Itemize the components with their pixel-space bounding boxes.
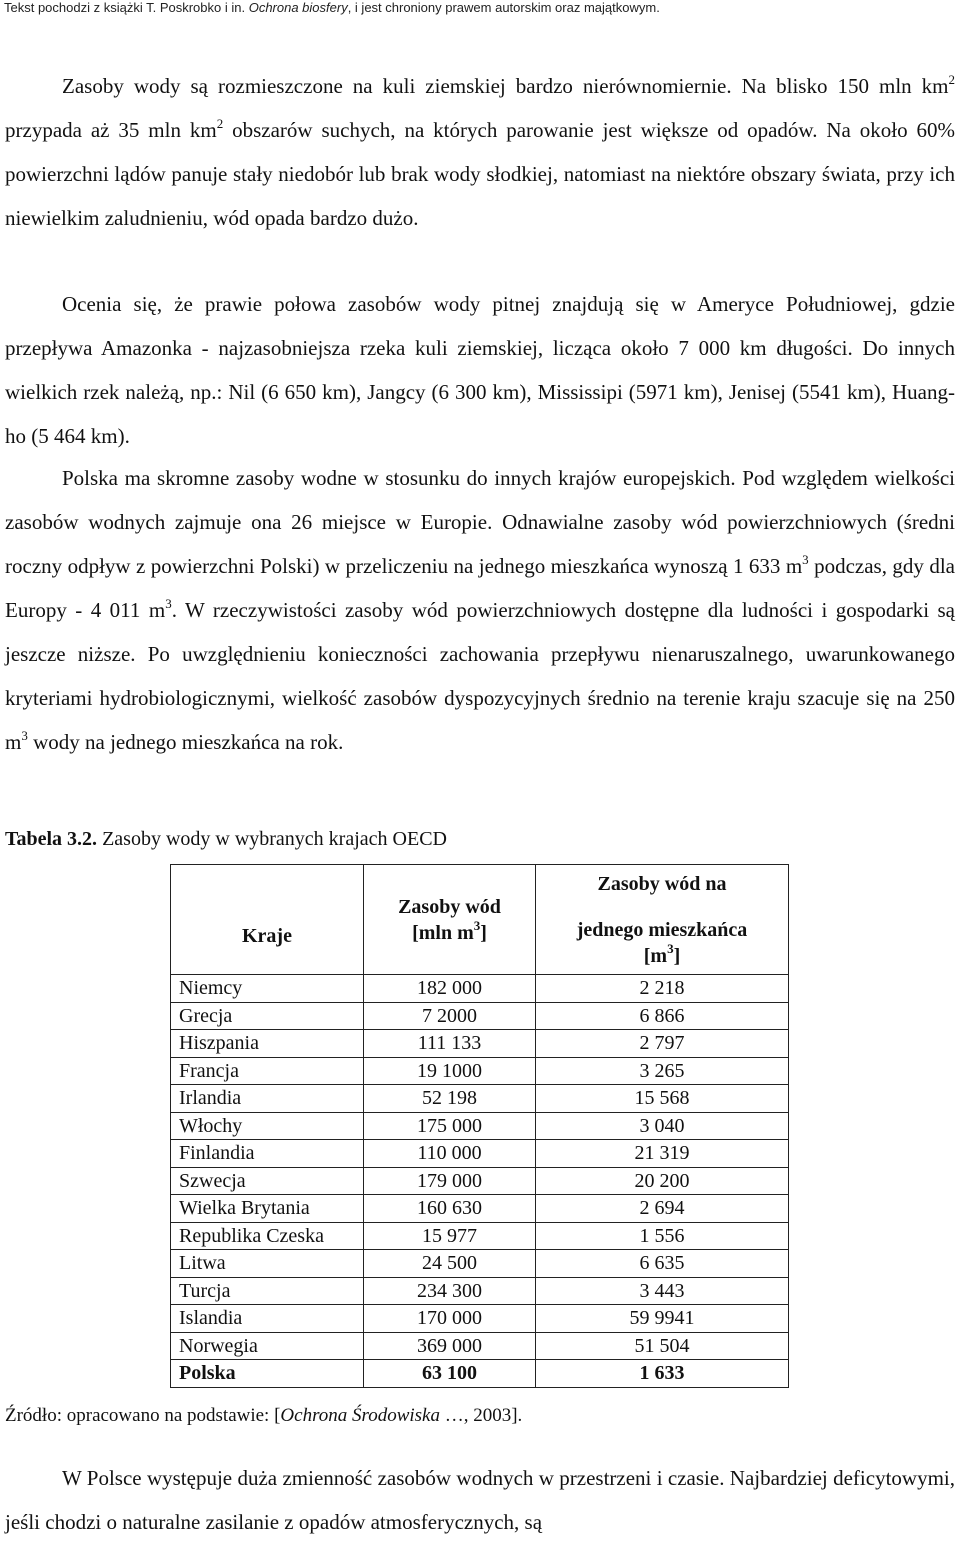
header-suffix: , i jest chroniony prawem autorskim oraz majątkowym. — [347, 0, 660, 15]
table-row — [171, 1305, 789, 1333]
cell-per-capita: 2 797 — [536, 1030, 789, 1058]
cell-per-capita: 1 633 — [536, 1360, 789, 1388]
water-resources-table — [170, 864, 789, 1388]
p3-text-b: podczas, gdy dla Europy - 4 011 m — [5, 554, 955, 622]
table-source-note — [5, 1404, 522, 1428]
cell-country: Turcja — [171, 1277, 364, 1305]
p1-superscript-2: 2 — [216, 116, 224, 131]
cell-resources: 175 000 — [364, 1112, 536, 1140]
table-row — [171, 1250, 789, 1278]
p3-text-a: Polska ma skromne zasoby wodne w stosunku do innych krajów europejskich. Pod względem wielkości zasobów wodnych zajmuje ona 26 miejsce w Europie. Odnawialne zasoby wód powierzchniowych (średni roczny odpływ z powierzchni Polski) w przeliczeniu na jednego mieszkańca wynoszą 1 633 m — [5, 466, 955, 578]
cell-country: Finlandia — [171, 1140, 364, 1168]
p3-text-d: wody na jednego mieszkańca na rok. — [27, 730, 344, 754]
cell-per-capita: 59 9941 — [536, 1305, 789, 1333]
source-suffix: …, 2003]. — [439, 1405, 523, 1426]
cell-resources: 182 000 — [364, 975, 536, 1003]
table-row — [171, 1112, 789, 1140]
cell-per-capita: 3 265 — [536, 1057, 789, 1085]
cell-country: Włochy — [171, 1112, 364, 1140]
cell-country: Polska — [171, 1360, 364, 1388]
p1-superscript-1: 2 — [948, 72, 955, 87]
table-row — [171, 1030, 789, 1058]
cell-country: Republika Czeska — [171, 1222, 364, 1250]
cell-per-capita: 3 443 — [536, 1277, 789, 1305]
p1-text-b: przypada aż 35 mln km — [5, 118, 217, 142]
cell-per-capita: 6 866 — [536, 1002, 789, 1030]
cell-resources: 170 000 — [364, 1305, 536, 1333]
table-header-row — [171, 865, 789, 975]
table-row — [171, 1140, 789, 1168]
cell-per-capita: 2 694 — [536, 1195, 789, 1223]
cell-per-capita: 20 200 — [536, 1167, 789, 1195]
cell-country: Islandia — [171, 1305, 364, 1333]
page-header-notice — [0, 0, 960, 16]
col3-line3: [m — [643, 944, 668, 967]
cell-resources: 63 100 — [364, 1360, 536, 1388]
cell-country: Grecja — [171, 1002, 364, 1030]
cell-per-capita: 6 635 — [536, 1250, 789, 1278]
p3-text-c: . W rzeczywistości zasoby wód powierzchniowych dostępne dla ludności i gospodarki są jeszcze niższe. Po uwzględnieniu konieczności zachowania przepływu nienaruszalnego, uwarunkowanego kryteriami hydrobiologicznymi, wielkość zasobów dyspozycyjnych średnio na terenie kraju szacuje się na 250 m — [5, 598, 956, 754]
cell-country: Litwa — [171, 1250, 364, 1278]
table-row — [171, 1002, 789, 1030]
cell-country: Wielka Brytania — [171, 1195, 364, 1223]
paragraph-variability: W Polsce występuje duża zmienność zasobów wodnych w przestrzeni i czasie. Najbardziej deficytowymi, jeśli chodzi o naturalne zasilanie z opadów atmosferycznych, są — [5, 1466, 955, 1534]
cell-resources: 160 630 — [364, 1195, 536, 1223]
paragraph-south-america: Ocenia się, że prawie połowa zasobów wody pitnej znajdują się w Ameryce Południowej, gdzie przepływa Amazonka - najzasobniejsza rzeka kuli ziemskiej, licząca około 7 000 km długości. Do innych wielkich rzek należą, np.: Nil (6 650 km), Jangcy (6 300 km), Mississipi (5971 km), Jenisej (5541 km), Huang-ho (5 464 km). — [5, 292, 955, 448]
cell-resources: 369 000 — [364, 1332, 536, 1360]
cell-resources: 15 977 — [364, 1222, 536, 1250]
table-caption-text: Zasoby wody w wybranych krajach OECD — [97, 828, 447, 850]
cell-resources: 111 133 — [364, 1030, 536, 1058]
table-caption-label: Tabela 3.2. — [5, 828, 98, 850]
cell-country: Francja — [171, 1057, 364, 1085]
source-title: Ochrona Środowiska — [280, 1405, 440, 1426]
table-row — [171, 1167, 789, 1195]
table-caption — [5, 826, 447, 852]
cell-resources: 110 000 — [364, 1140, 536, 1168]
cell-country: Irlandia — [171, 1085, 364, 1113]
table-row — [171, 1360, 789, 1388]
cell-country: Hiszpania — [171, 1030, 364, 1058]
cell-per-capita: 3 040 — [536, 1112, 789, 1140]
cell-resources: 24 500 — [364, 1250, 536, 1278]
col3-superscript: 3 — [667, 940, 674, 956]
table-row — [171, 1277, 789, 1305]
header-prefix: Tekst pochodzi z książki T. Poskrobko i in. — [4, 0, 249, 15]
cell-per-capita: 51 504 — [536, 1332, 789, 1360]
p1-text-a: Zasoby wody są rozmieszczone na kuli ziemskiej bardzo nierównomiernie. Na blisko 150 mln km — [62, 74, 949, 98]
cell-per-capita: 21 319 — [536, 1140, 789, 1168]
paragraph-water-distribution — [5, 64, 955, 240]
col2-line2: [mln m — [412, 921, 474, 944]
p3-superscript-1: 3 — [802, 552, 809, 567]
col2-superscript: 3 — [473, 917, 481, 933]
p3-superscript-3: 3 — [21, 728, 28, 743]
cell-resources: 52 198 — [364, 1085, 536, 1113]
col2-bracket: ] — [480, 921, 487, 944]
cell-per-capita: 2 218 — [536, 975, 789, 1003]
p1-text-c: obszarów suchych, na których parowanie jest większe od opadów. Na około 60% powierzchni lądów panuje stały niedobór lub brak wody słodkiej, natomiast na niektóre obszary świata, przy ich niewielkim zaludnieniu, wód opada bardzo dużo. — [5, 118, 955, 230]
cell-resources: 7 2000 — [364, 1002, 536, 1030]
table-row — [171, 1085, 789, 1113]
col3-line2: jednego mieszkańca — [576, 918, 748, 941]
header-book-title: Ochrona biosfery — [248, 0, 348, 15]
cell-resources: 234 300 — [364, 1277, 536, 1305]
col3-bracket: ] — [673, 944, 681, 967]
paragraph-poland-resources — [5, 456, 955, 764]
source-prefix: Źródło: opracowano na podstawie: [ — [5, 1405, 281, 1426]
table-row — [171, 1332, 789, 1360]
table-body — [171, 975, 789, 1388]
col3-line1: Zasoby wód na — [597, 872, 727, 895]
cell-resources: 19 1000 — [364, 1057, 536, 1085]
table-row — [171, 975, 789, 1003]
column-header-countries — [171, 865, 364, 975]
p3-superscript-2: 3 — [165, 596, 172, 611]
col1-label: Kraje — [242, 924, 292, 947]
cell-country: Szwecja — [171, 1167, 364, 1195]
table-row — [171, 1195, 789, 1223]
cell-per-capita: 1 556 — [536, 1222, 789, 1250]
table-row — [171, 1222, 789, 1250]
col2-line1: Zasoby wód — [398, 895, 501, 918]
column-header-resources — [364, 865, 536, 975]
table-row — [171, 1057, 789, 1085]
cell-per-capita: 15 568 — [536, 1085, 789, 1113]
cell-country: Norwegia — [171, 1332, 364, 1360]
cell-country: Niemcy — [171, 975, 364, 1003]
cell-resources: 179 000 — [364, 1167, 536, 1195]
column-header-per-capita — [536, 865, 789, 975]
